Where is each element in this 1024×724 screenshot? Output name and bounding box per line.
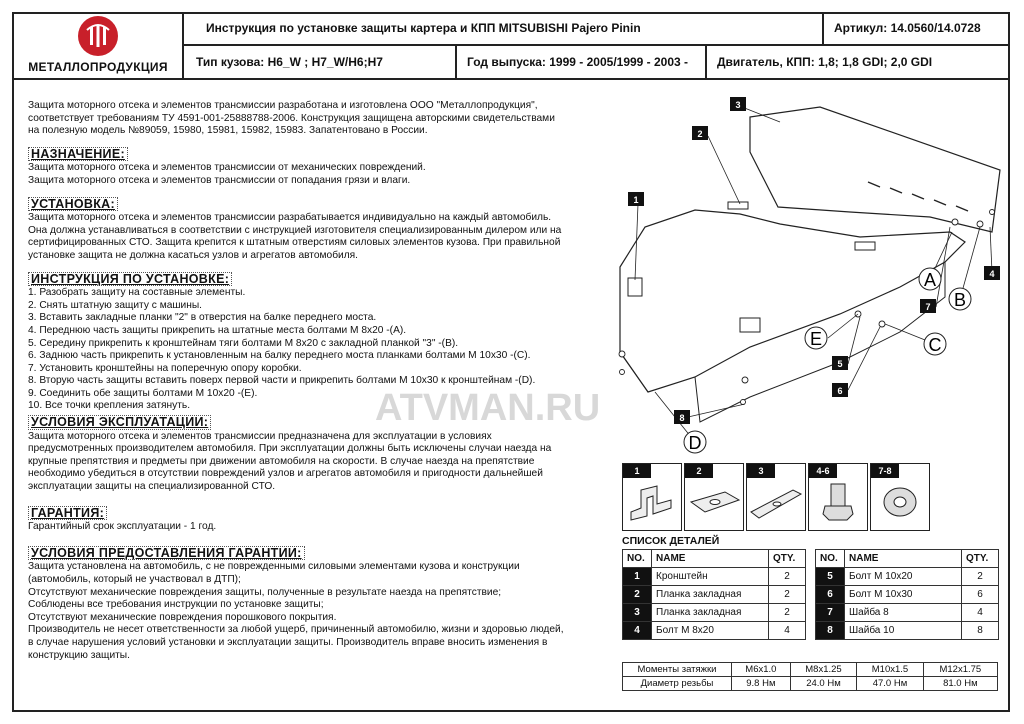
doc-title: Инструкция по установке защиты картера и КПП MITSUBISHI Pajero Pinin xyxy=(206,21,641,35)
point-a xyxy=(919,268,941,290)
callout-3 xyxy=(730,97,746,111)
callout-8 xyxy=(674,410,690,424)
parts-list-title: СПИСОК ДЕТАЛЕЙ xyxy=(622,535,720,547)
logo xyxy=(12,12,184,78)
svg-text:2: 2 xyxy=(697,129,703,139)
svg-text:D: D xyxy=(688,433,702,453)
warranty-conditions-heading: УСЛОВИЯ ПРЕДОСТАВЛЕНИЯ ГАРАНТИИ: xyxy=(28,546,305,561)
rear-plate-shape xyxy=(750,107,1000,232)
table-row: 6 Болт М 10х30 6 xyxy=(816,586,999,604)
svg-text:B: B xyxy=(953,290,967,310)
torque-table xyxy=(622,662,998,691)
instructions-steps: 1. Разобрать защиту на составные элементы. 2. Снять штатную защиту с машины. 3. Вставить закладные планки "2" в отверстия на балке переднего моста. 4. Переднюю часть защиты прикрепить на штатные места болтами М 8х20 -(A). 5. Середину прикрепить к кронштейнам тяги болтами М 8х20 с закладной планкой "3" -(B). 6. Заднюю часть прикрепить к установленным на балку переднего моста планками болтами М 10х30 -(C). 7. Установить кронштейны на поперечную опору коробки. 8. Вторую часть защиты вставить поверх первой части и прикрепить болтами М 10х30 к кронштейнам -(D). 9. Соединить обе защиты болтами М 10х20 -(E). 10. Все точки крепления затянуть. xyxy=(28,287,536,412)
install-heading: УСТАНОВКА: xyxy=(28,197,118,212)
svg-text:E: E xyxy=(809,329,823,349)
purpose-text: Защита моторного отсека и элементов трансмиссии от механических повреждений. Защита моторного отсека и элементов трансмиссии от попадания грязи и влаги. xyxy=(28,162,426,186)
callout-4 xyxy=(984,266,1000,280)
svg-text:4: 4 xyxy=(989,269,995,279)
parts-images xyxy=(622,463,1000,533)
table-row: 2 Планка закладная 2 xyxy=(623,586,806,604)
conditions-text: Защита моторного отсека и элементов трансмиссии предназначена для эксплуатации в условиях предусмотренных производителем автомобиля. При эксплуатации должны быть исключены случаи наезда на крупные препятствия и предметы при движении автомобиля на скорости. В случае наезда на препятствие необходимо убедиться в отсутствии повреждений узлов и агрегатов автомобиля и пригодности дальнейшей эксплуатации защиты на специализированной СТО. xyxy=(28,430,552,493)
engine-info: Двигатель, КПП: 1,8; 1,8 GDI; 2,0 GDI xyxy=(717,55,933,69)
part-image-7-8: 7-8 xyxy=(870,463,930,531)
assembly-diagram xyxy=(375,92,1012,460)
watermark-text: ATVMAN.RU xyxy=(375,387,601,429)
part-image-3: 3 xyxy=(746,463,806,531)
table-row: 1 Кронштейн 2 xyxy=(623,568,806,586)
callout-7 xyxy=(920,299,936,313)
parts-table-right: NO. NAME QTY. 5 Болт М 10х20 2 6 Болт М 10х30 6 7 Шайба 8 4 8 Шайба 10 8 xyxy=(815,549,999,640)
callout-6 xyxy=(832,383,848,397)
article-number: Артикул: 14.0560/14.0728 xyxy=(834,21,981,35)
svg-text:3: 3 xyxy=(735,100,741,110)
intro-text: Защита моторного отсека и элементов трансмиссии разработана и изготовлена ООО "Металлопродукция", соответствует требованиям ТУ 4591-001-25888788-2006. Конструкция защищена авторскими свидетельствами на полезную модель №89059, 15980, 15981, 15982, 15983. Запатентовано в России. xyxy=(28,100,555,137)
svg-text:A: A xyxy=(923,270,937,290)
svg-text:8: 8 xyxy=(679,413,685,423)
conditions-heading: УСЛОВИЯ ЭКСПЛУАТАЦИИ: xyxy=(28,415,211,430)
point-e xyxy=(805,327,827,349)
table-row: 7 Шайба 8 4 xyxy=(816,604,999,622)
table-row: 5 Болт М 10х20 2 xyxy=(816,568,999,586)
install-text: Защита моторного отсека и элементов трансмиссии разрабатывается индивидуально на каждый автомобиль. Она должна устанавливаться в соответствии с инструкцией изготовителя специализированным дилером или на сертифицированных СТО. Защита крепится к штатным отверстиям силовых элементов кузова. При правильной установке защита не должна касаться узлов и агрегатов автомобиля. xyxy=(28,212,562,261)
svg-text:1: 1 xyxy=(633,195,639,205)
table-row: 8 Шайба 10 8 xyxy=(816,622,999,640)
svg-text:7: 7 xyxy=(925,302,931,312)
production-year: Год выпуска: 1999 - 2005/1999 - 2003 - xyxy=(467,55,689,69)
text-column xyxy=(28,100,608,662)
warranty-text: Гарантийный срок эксплуатации - 1 год. xyxy=(28,521,217,533)
table-row: 4 Болт М 8х20 4 xyxy=(623,622,806,640)
warranty-conditions-text: Защита установлена на автомобиль, с не поврежденными силовыми элементами кузова и конструкции (автомобиль, который не участвовал в ДТП); Отсутствуют механические повреждения защиты, полученные в результате наезда на препятствие; Соблюдены все требования инструкции по установке защиты; Отсутствуют механические повреждения порошкового покрытия. Производитель не несет ответственности за любой ущерб, причиненный автомобилю, жизни и здоровью людей, в случае нарушения условий установки и эксплуатации защиты. Производитель вправе вносить изменения в конструкцию защиты. xyxy=(28,561,564,661)
body-type: Тип кузова: H6_W ; H7_W/H6;H7 xyxy=(196,55,383,69)
part-image-2: 2 xyxy=(684,463,744,531)
table-row: Диаметр резьбы 9.8 Нм 24.0 Нм 47.0 Нм 81.0 Нм xyxy=(623,677,998,691)
header xyxy=(12,12,1010,80)
logo-emblem-icon xyxy=(78,16,118,56)
point-b xyxy=(949,288,971,310)
parts-table-left: NO. NAME QTY. 1 Кронштейн 2 2 Планка закладная 2 3 Планка закладная 2 4 Болт М 8х20 4 xyxy=(622,549,806,640)
instructions-heading: ИНСТРУКЦИЯ ПО УСТАНОВКЕ: xyxy=(28,272,232,287)
table-row: Моменты затяжки M6x1.0 M8x1.25 M10x1.5 M12x1.75 xyxy=(623,663,998,677)
part-image-1: 1 xyxy=(622,463,682,531)
purpose-heading: НАЗНАЧЕНИЕ: xyxy=(28,147,128,162)
callout-2 xyxy=(692,126,708,140)
point-d xyxy=(684,431,706,453)
callout-5 xyxy=(832,356,848,370)
point-c xyxy=(924,333,946,355)
part-image-4-6: 4-6 xyxy=(808,463,868,531)
main-plate-shape xyxy=(620,210,965,392)
warranty-heading: ГАРАНТИЯ: xyxy=(28,506,107,521)
svg-text:5: 5 xyxy=(837,359,843,369)
callout-1 xyxy=(628,192,644,206)
svg-text:6: 6 xyxy=(837,386,843,396)
logo-text: МЕТАЛЛОПРОДУКЦИЯ xyxy=(28,60,168,74)
table-row: 3 Планка закладная 2 xyxy=(623,604,806,622)
svg-text:C: C xyxy=(928,335,942,355)
